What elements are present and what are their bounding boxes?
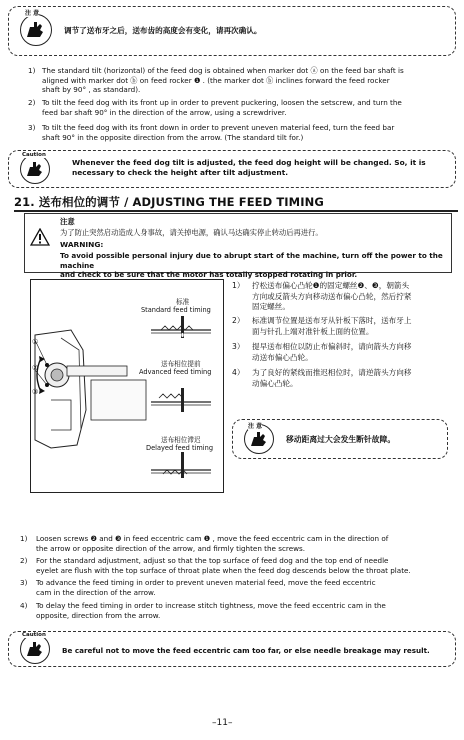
callout-3: ③ [32, 388, 39, 396]
callout-1: ① [32, 338, 39, 346]
warning-cn-text: 为了防止突然启动造成人身事故，请关掉电源，确认马达确实停止转动后再进行。 [60, 228, 323, 237]
top-note-badge [20, 14, 52, 46]
warning-triangle-icon [30, 228, 50, 246]
section-title: 21. 送布相位的调节 / ADJUSTING THE FEED TIMING [14, 195, 324, 209]
caution-1-text: Whenever the feed dog tilt is adjusted, the feed dog height will be changed. So, it is necessary to check the height after tilt adjustment. [72, 158, 426, 177]
cn-note-badge-label: 注 意 [248, 423, 263, 430]
feed-timing-figure [30, 279, 224, 493]
cn-note-text: 移动距离过大会发生断针故障。 [286, 435, 396, 444]
delayed-cn-label: 送布相位滞迟 [161, 436, 201, 444]
standard-en-label: Standard feed timing [141, 306, 211, 314]
advanced-en-label: Advanced feed timing [139, 368, 212, 376]
caution-badge-2-label: Caution [22, 632, 46, 638]
advanced-cn-label: 送布相位提前 [161, 360, 201, 368]
warning-cn-label: 注意 [60, 217, 75, 226]
caution-badge-1 [20, 154, 50, 184]
caution-badge-2 [20, 634, 50, 664]
hand-caution-icon [21, 635, 49, 663]
hand-caution-icon [21, 155, 49, 183]
page-number: –11– [212, 718, 233, 728]
caution-badge-1-label: Caution [22, 152, 46, 158]
section-title-rule [14, 210, 458, 212]
top-note-badge-label: 注 意 [25, 10, 40, 17]
warning-en-text: To avoid possible personal injury due to abrupt start of the machine, turn off the power to the machine and check to be sure that the motor has totally stopped rotating in prior. [60, 251, 443, 279]
callout-2: ② [32, 364, 39, 372]
warning-en-label: WARNING: [60, 240, 104, 249]
caution-2-text: Be careful not to move the feed eccentric cam too far, or else needle breakage may result. [62, 646, 430, 655]
standard-cn-label: 标准 [176, 298, 190, 306]
top-note-text: 调节了送布牙之后，送布齿的高度会有变化，请再次确认。 [64, 26, 262, 35]
hand-caution-icon [21, 15, 51, 45]
delayed-en-label: Delayed feed timing [146, 444, 213, 452]
